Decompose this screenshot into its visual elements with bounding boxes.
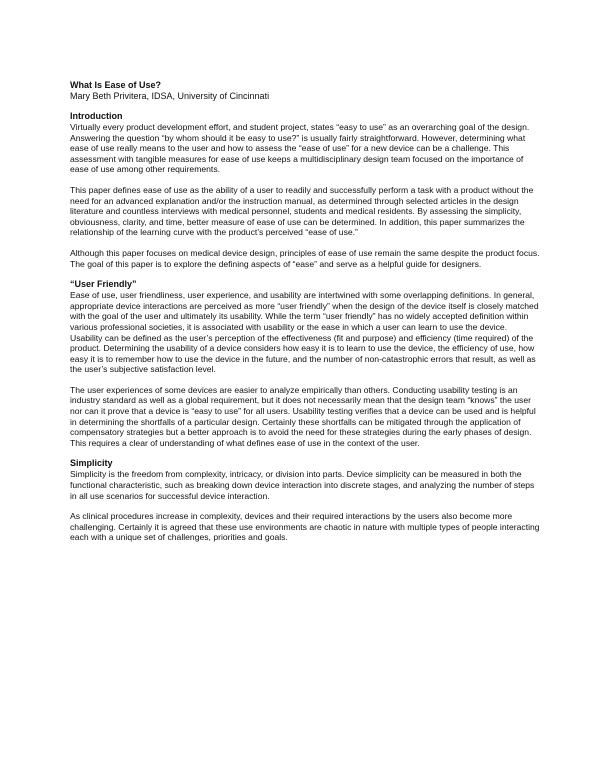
- paragraph: As clinical procedures increase in complexity, devices and their required interactions by the users also become more challenging. Certainly it is agreed that these use environments are chaotic in nature with multiple types of people interacting each with a unique set of challenges, priorities and goals.: [70, 511, 540, 543]
- paragraph: The user experiences of some devices are easier to analyze empirically than others. Conducting usability testing is an industry standard as well as a global requirement, but it does not necessarily mean that the design team “knows” the user nor can it prove that a device is “easy to use” for all users. Usability testing verifies that a device can be used and is helpful in determining the shortfalls of a particular design. Certainly these shortfalls can be mitigated through the application of compensatory strategies but a better approach is to avoid the need for these strategies during the early phases of design. This requires a clear of understanding of what defines ease of use in the context of the user.: [70, 384, 536, 448]
- paragraph: Although this paper focuses on medical device design, principles of ease of use remain the same despite the product focus. The goal of this paper is to explore the defining aspects of “ease” and serve as a helpful guide for designers.: [70, 247, 540, 269]
- paragraph: Ease of use, user friendliness, user experience, and usability are intertwined with some overlapping definitions. In general, appropriate device interactions are perceived as more “user friendly” when the design of the device itself is closely matched with the goal of the user and ultimately its usability. While the term “user friendly” has no widely accepted definition within various professional societies, it is associated with usability or the ease in which a user can learn to use the device. Usability can be defined as the user’s perception of the effectiveness (fit and purpose) and efficiency (time required) of the product. Determining the usability of a device considers how easy it is to learn to use the device, the efficiency of use, how easy it is to remember how to use the device in the future, and the number of non-catastrophic errors that result, as well as the user’s subjective satisfaction level.: [70, 290, 539, 375]
- document-body: [70, 80, 540, 553]
- section-heading-simplicity: Simplicity: [70, 458, 113, 469]
- section-heading-introduction: Introduction: [70, 111, 123, 121]
- section-heading-user-friendly: “User Friendly”: [70, 279, 137, 290]
- paragraph: Simplicity is the freedom from complexity, intricacy, or division into parts. Device simplicity can be measured in both the functional characteristic, such as breaking down device interaction into discrete stages, and analyzing the number of steps in all use scenarios for successful device interaction.: [70, 469, 535, 501]
- paragraph: This paper defines ease of use as the ability of a user to readily and successfully perform a task with a product without the need for an advanced explanation and/or the instruction manual, as determined through selected articles in the design literature and countless interviews with medical personnel, students and medical residents. By assessing the simplicity, obviousness, clarity, and time, better measure of ease of use can be determined. In addition, this paper summarizes the relationship of the learning curve with the product’s perceived “ease of use.”: [70, 184, 534, 238]
- document-title: What Is Ease of Use?: [70, 80, 162, 90]
- paragraph: Virtually every product development effort, and student project, states “easy to use” as an overarching goal of the design. Answering the question “by whom should it be easy to use?” is usually fairly straightforward. However, determining what ease of use really means to the user and how to assess the “ease of use” for a new device can be a challenge. This assessment with tangible measures for ease of use keeps a multidisciplinary design team focused on the importance of ease of use among other requirements.: [70, 122, 530, 175]
- document-author: Mary Beth Privitera, IDSA, University of Cincinnati: [70, 91, 270, 101]
